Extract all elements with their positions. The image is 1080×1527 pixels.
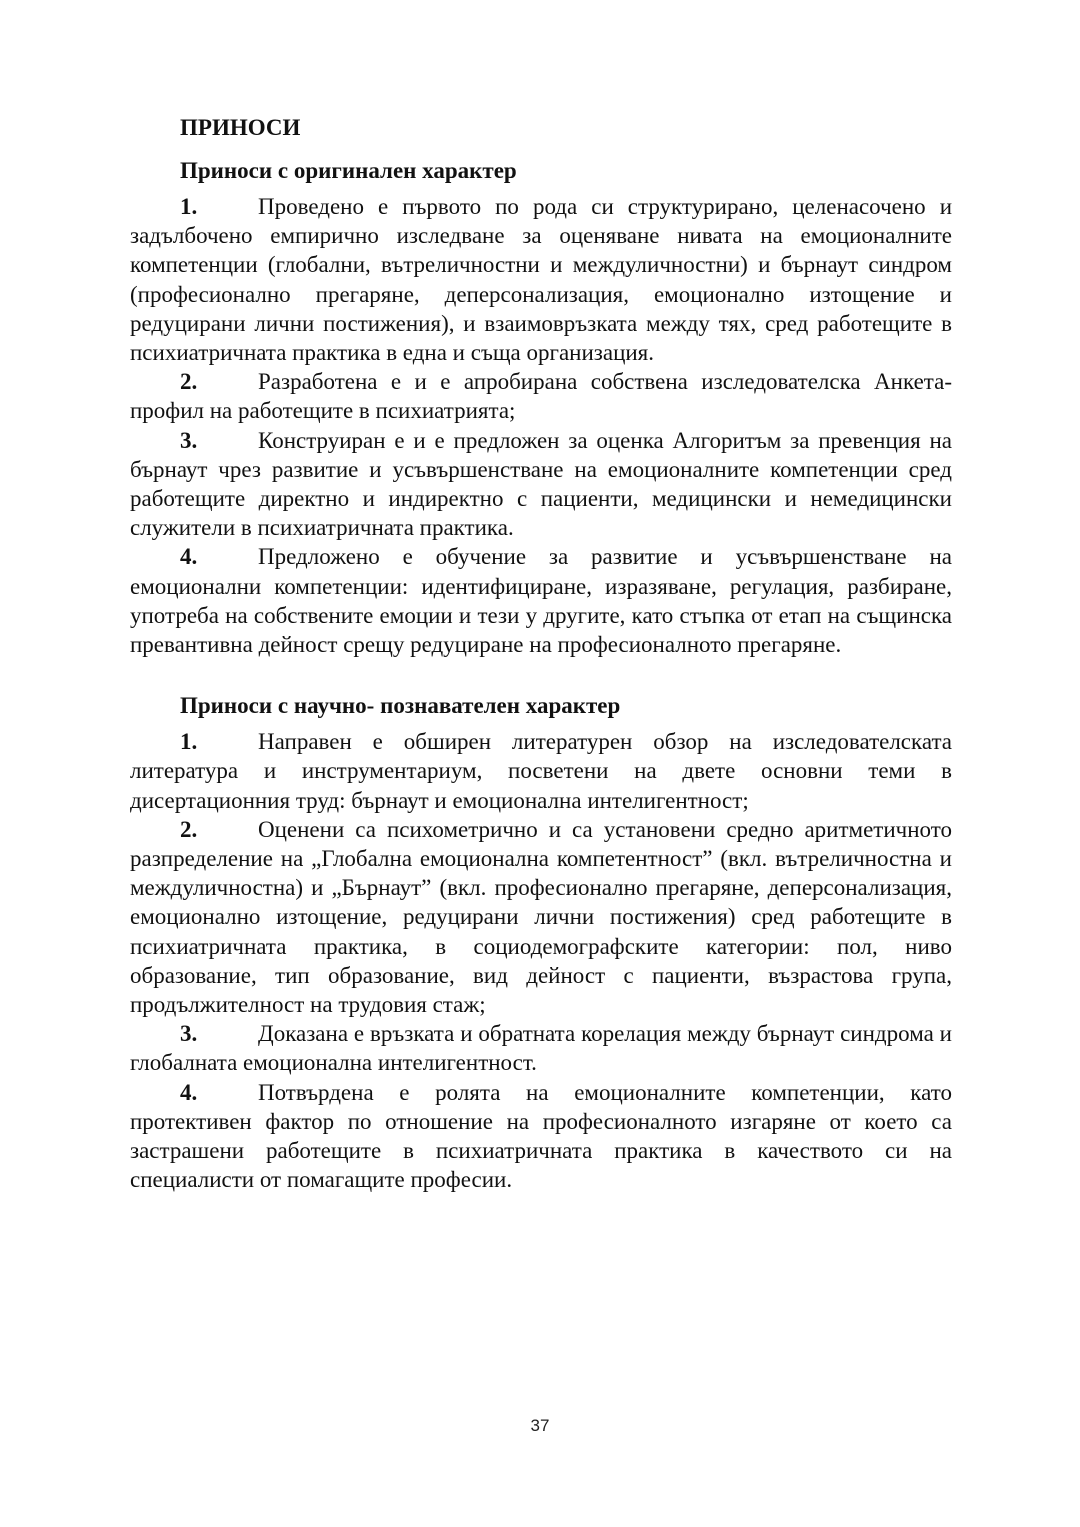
section-heading: Приноси с научно- познавателен характер bbox=[180, 693, 621, 719]
item-text: Предложено е обучение за развитие и усъвършенстване на емоционални компетенции: идентифициране, изразяване, регулация, разбиране, употреба на собствените емоции и тези у другите, като стъпка от етап на същинска превантивна дейност срещу редуциране на професионалното прегаряне. bbox=[130, 544, 952, 658]
item-text: Доказана е връзката и обратната корелация между бърнаут синдрома и глобалната емоционална интелигентност. bbox=[130, 1021, 952, 1076]
contributions-list bbox=[130, 727, 952, 1194]
list-item bbox=[130, 1019, 952, 1077]
page-number: 37 bbox=[530, 1416, 550, 1435]
item-text: Оценени са психометрично и са установени средно аритметичното разпределение на „Глобална емоционална компетентност” (вкл. вътреличностна и междуличностна) и „Бърнаут” (вкл. професионално прегаряне, деперсонализация, емоционално изтощение, редуцирани лични постижения) сред работещите в психиатричната практика, в социодемографските категории: пол, ниво образование, тип образование, вид дейност с пациенти, възрастова група, продължителност на трудовия стаж; bbox=[130, 816, 952, 1018]
section-heading: Приноси с оригинален характер bbox=[180, 158, 517, 183]
section-original-contributions bbox=[130, 156, 952, 659]
contributions-list bbox=[130, 192, 952, 659]
item-text: Разработена е и е апробирана собствена изследователска Анкета- профил на работещите в психиатрията; bbox=[130, 369, 952, 424]
page-title: ПРИНОСИ bbox=[180, 115, 301, 140]
list-item bbox=[130, 542, 952, 659]
list-item bbox=[130, 367, 952, 425]
item-text: Проведено е първото по рода си структурирано, целенасочено и задълбочено емпирично изследване за оценяване нивата на емоционалните компетенции (глобални, вътреличностни и междуличностни) и бърнаут синдром (професионално прегаряне, деперсонализация, емоционално изтощение и редуцирани лични постижения), и взаимовръзката между тях, сред работещите в психиатричната практика в една и съща организация. bbox=[130, 194, 952, 366]
list-item bbox=[130, 1078, 952, 1195]
item-text: Потвърдена е ролята на емоционалните компетенции, като протективен фактор по отношение на професионалното изгаряне от което са застрашени работещите в психиатричната практика в качеството си на специалисти от помагащите професии. bbox=[130, 1079, 952, 1193]
item-number: 1. bbox=[180, 194, 198, 219]
list-item bbox=[130, 727, 952, 815]
section-scientific-contributions bbox=[130, 691, 952, 1194]
item-number: 4. bbox=[180, 544, 198, 570]
item-text: Конструиран е и е предложен за оценка Алгоритъм за превенция на бърнаут чрез развитие и усъвършенстване на емоционалните компетенции сред работещите директно и индиректно с пациенти, медицински и немедицински служители в психиатричната практика. bbox=[130, 427, 952, 541]
item-text: Направен е обширен литературен обзор на изследователската литература и инструментариум, посветени на двете основни теми в дисертационния труд: бърнаут и емоционална интелигентност; bbox=[130, 729, 952, 813]
list-item bbox=[130, 426, 952, 543]
item-number: 2. bbox=[180, 369, 198, 395]
section-spacer bbox=[130, 659, 952, 691]
list-item bbox=[130, 192, 952, 367]
document-page bbox=[130, 112, 952, 1195]
item-number: 1. bbox=[180, 729, 198, 755]
item-number: 4. bbox=[180, 1079, 198, 1105]
item-number: 2. bbox=[180, 816, 198, 842]
item-number: 3. bbox=[180, 1021, 198, 1047]
item-number: 3. bbox=[180, 427, 198, 453]
list-item bbox=[130, 815, 952, 1019]
